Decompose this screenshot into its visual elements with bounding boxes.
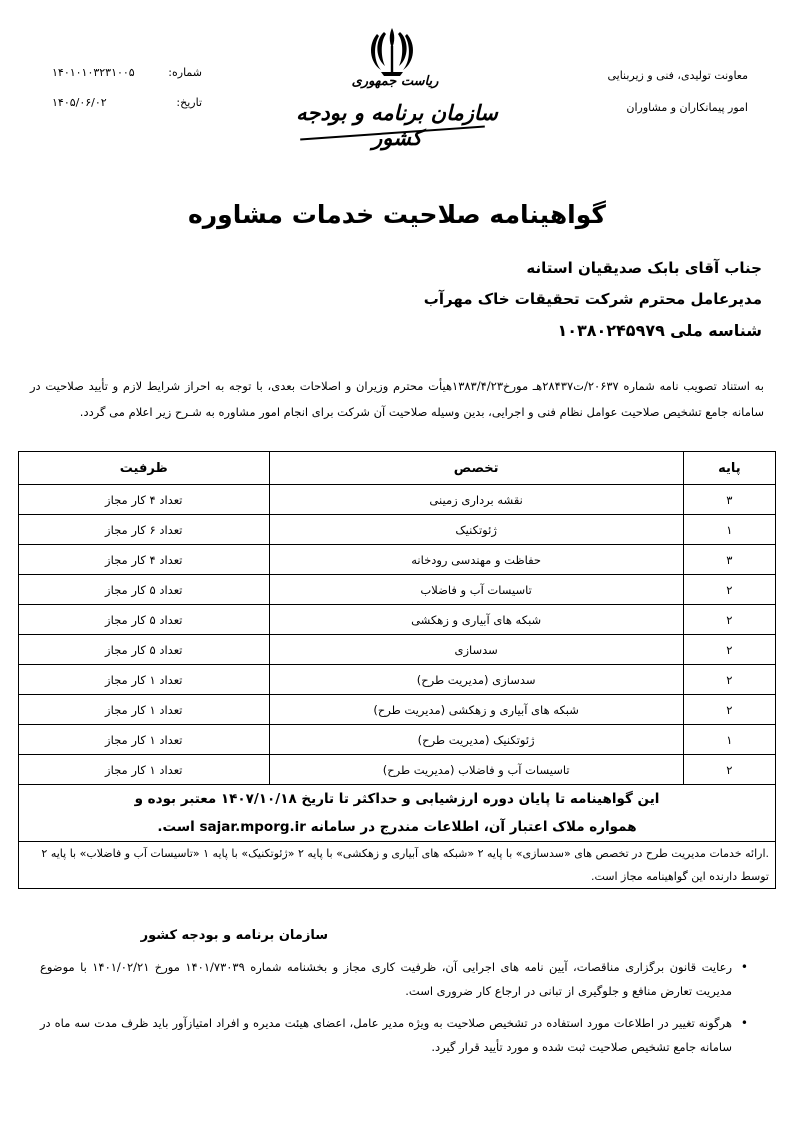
- cell-capacity: تعداد ۴ کار مجاز: [19, 545, 270, 575]
- intro-paragraph: به استناد تصویب نامه شماره ۲۰۶۳۷/ت۲۸۴۳۷هـ مورخ۱۳۸۳/۴/۲۳هیأت محترم وزیران و اصلاحات بعدی، با توجه به احراز شرایط لازم و تأیید صلاحیت در سامانه جامع تشخیص صلاحیت عوامل نظام فنی و اجرایی، بدین وسیله صلاحیت آن شرکت برای انجام امور مشاوره به شـرح زیر اعلام می گردد.: [30, 379, 764, 419]
- certificate-title: گواهینامه صلاحیت خدمات مشاوره: [188, 200, 606, 229]
- department-line: معاونت تولیدی، فنی و زیربنایی: [607, 69, 748, 82]
- table-row: [19, 725, 776, 755]
- cell-specialty: حفاظت و مهندسی رودخانه: [269, 545, 683, 575]
- table-header-row: [19, 452, 776, 485]
- table-row: [19, 665, 776, 695]
- national-id-row: [262, 315, 762, 347]
- signature-organization: سازمان برنامه و بودجه کشور: [140, 928, 328, 943]
- letter-number-row: [52, 58, 202, 88]
- cell-specialty: سدسازی: [269, 635, 683, 665]
- table-row: [19, 575, 776, 605]
- recipient-block: [262, 253, 762, 347]
- cell-specialty: تاسیسات آب و فاضلاب (مدیریت طرح): [269, 755, 683, 785]
- cell-capacity: تعداد ۱ کار مجاز: [19, 755, 270, 785]
- department-line: امور پیمانکاران و مشاوران: [626, 101, 748, 114]
- header-base: پایه: [683, 452, 775, 485]
- cell-capacity: تعداد ۶ کار مجاز: [19, 515, 270, 545]
- cell-base: ۳: [683, 485, 775, 515]
- header-specialty: تخصص: [269, 452, 683, 485]
- letter-date-label: تاریخ:: [176, 96, 202, 109]
- table-row: [19, 605, 776, 635]
- cell-specialty: تاسیسات آب و فاضلاب: [269, 575, 683, 605]
- organization-logo-text: سازمان برنامه و بودجه کشور: [296, 100, 498, 150]
- cell-capacity: تعداد ۴ کار مجاز: [19, 485, 270, 515]
- cell-capacity: تعداد ۵ کار مجاز: [19, 605, 270, 635]
- cell-base: ۲: [683, 635, 775, 665]
- cell-base: ۲: [683, 665, 775, 695]
- cell-specialty: سدسازی (مدیریت طرح): [269, 665, 683, 695]
- cell-base: ۲: [683, 605, 775, 635]
- letter-number-label: شماره:: [168, 66, 202, 79]
- cell-base: ۲: [683, 575, 775, 605]
- letter-date-row: [52, 88, 202, 118]
- letter-number-value: ۱۴۰۱۰۱۰۳۲۳۱۰۰۵: [52, 66, 135, 79]
- header-capacity: ظرفیت: [19, 452, 270, 485]
- cell-specialty: نقشه برداری زمینی: [269, 485, 683, 515]
- cell-base: ۱: [683, 725, 775, 755]
- department-block: [548, 60, 748, 124]
- cell-capacity: تعداد ۱ کار مجاز: [19, 665, 270, 695]
- cell-specialty: شبکه های آبیاری و زهکشی: [269, 605, 683, 635]
- cell-base: ۲: [683, 755, 775, 785]
- letter-date-value: ۱۴۰۵/۰۶/۰۲: [52, 96, 107, 109]
- list-item: • رعایت قانون برگزاری مناقصات، آیین نامه های اجرایی آن، ظرفیت کاری مجاز و بخشنامه شماره ۱۴۰۱/۷۳۰۳۹ مورخ ۱۴۰۱/۰۲/۲۱ با موضوع مدیریت تعارض منافع و جلوگیری از تبانی در ارجاع کار ضروری است.: [40, 955, 732, 1003]
- validity-row: [19, 785, 776, 842]
- table-row: [19, 695, 776, 725]
- national-id-value: ۱۰۳۸۰۲۴۵۹۷۹: [557, 321, 665, 340]
- iran-emblem-icon: [367, 24, 417, 80]
- table-row: [19, 485, 776, 515]
- note-cell: .ارائه خدمات مدیریت طرح در تخصص های «سدسازی» با پایه ۲ «شبکه های آبیاری و زهکشی» با پایه ۲ «ژئوتکنیک» با پایه ۱ «تاسیسات آب و فاضلاب» با پایه ۲ توسط دارنده این گواهینامه مجاز است.: [19, 842, 776, 889]
- cell-specialty: ژئوتکنیک (مدیریت طرح): [269, 725, 683, 755]
- table-row: [19, 515, 776, 545]
- note-row: [19, 842, 776, 889]
- recipient-position: مدیرعامل محترم شرکت تحقیقات خاک مهرآب: [423, 290, 762, 308]
- cell-capacity: تعداد ۱ کار مجاز: [19, 725, 270, 755]
- cell-capacity: تعداد ۵ کار مجاز: [19, 575, 270, 605]
- recipient-name: جناب آقای بابک صدیقیان استانه: [526, 259, 762, 277]
- table-row: [19, 755, 776, 785]
- cell-capacity: تعداد ۵ کار مجاز: [19, 635, 270, 665]
- cell-specialty: شبکه های آبیاری و زهکشی (مدیریت طرح): [269, 695, 683, 725]
- cell-specialty: ژئوتکنیک: [269, 515, 683, 545]
- conditions-list: [40, 955, 748, 1067]
- cell-capacity: تعداد ۱ کار مجاز: [19, 695, 270, 725]
- list-item: • هرگونه تغییر در اطلاعات مورد استفاده در تشخیص صلاحیت به ویژه مدیر عامل، اعضای هیئت مدیره و افراد امتیازآور باید ظرف مدت سه ماه در سامانه جامع تشخیص صلاحیت ثبت شده و مورد تأیید قرار گیرد.: [40, 1011, 732, 1059]
- cell-base: ۲: [683, 695, 775, 725]
- validity-line: همواره ملاک اعتبار آن، اطلاعات مندرج در سامانه sajar.mporg.ir است.: [157, 819, 637, 835]
- national-id-label: شناسه ملی: [670, 321, 762, 340]
- qualification-table: [18, 451, 776, 889]
- cell-base: ۳: [683, 545, 775, 575]
- cell-base: ۱: [683, 515, 775, 545]
- letter-meta: [52, 58, 202, 118]
- table-row: [19, 635, 776, 665]
- validity-cell: [19, 785, 776, 842]
- validity-line: این گواهینامه تا پایان دوره ارزشیابی و حداکثر تا تاریخ ۱۴۰۷/۱۰/۱۸ معتبر بوده و: [134, 791, 660, 807]
- presidency-label: ریاست جمهوری: [351, 74, 439, 89]
- table-row: [19, 545, 776, 575]
